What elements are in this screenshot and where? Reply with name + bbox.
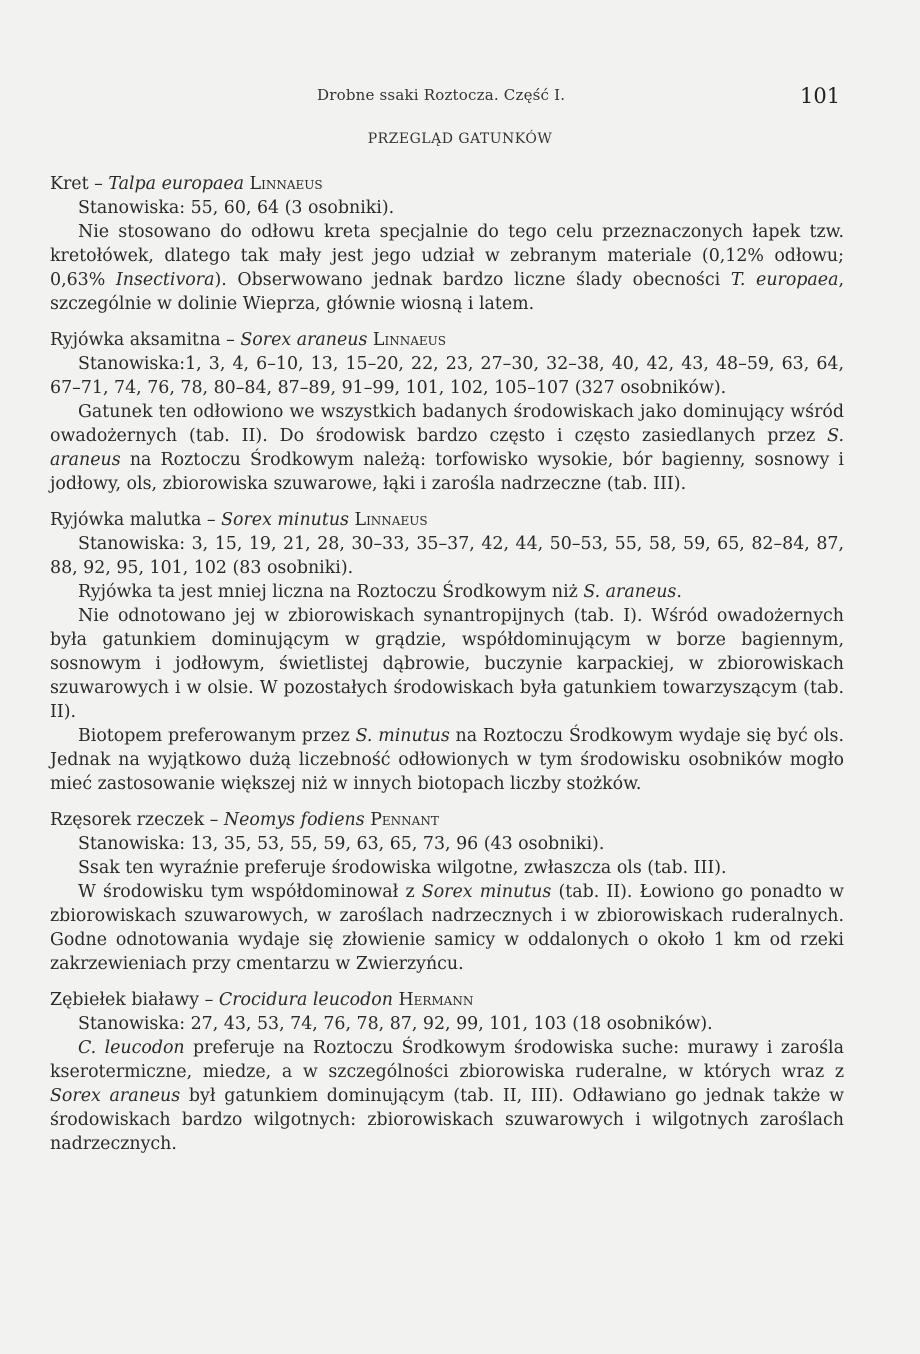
latin-name: Talpa europaea xyxy=(108,174,245,194)
latin-name: Sorex araneus xyxy=(240,330,368,350)
species-entry xyxy=(50,988,844,1156)
taxon-author: Pennant xyxy=(370,810,439,830)
latin-name: Sorex minutus xyxy=(221,510,349,530)
text-segment: preferuje na Roztoczu Środkowym środowiska suche: murawy i zarośla kserotermiczne, miedze, a w szczególności zbiorowiska ruderalne, w których wraz z xyxy=(50,1038,844,1082)
italic-taxon: Sorex minutus xyxy=(421,882,552,902)
text-segment: był gatunkiem dominującym (tab. II, III). Odławiano go jednak także w środowiskach bardzo wilgotnych: zbiorowiskach szuwarowych i wilgotnych zaroślach nadrzecznych. xyxy=(50,1086,844,1154)
taxon-author: Linnaeus xyxy=(354,510,428,530)
paragraph xyxy=(50,856,844,880)
text-segment: ). Obserwowano jednak bardzo liczne ślady obecności xyxy=(214,270,731,290)
species-heading xyxy=(50,328,844,352)
paragraph xyxy=(50,220,844,316)
latin-name: Neomys fodiens xyxy=(223,810,365,830)
dash: – xyxy=(199,990,219,1010)
dash: – xyxy=(220,330,241,350)
italic-taxon: Insectivora xyxy=(115,270,215,290)
italic-taxon: S. araneus xyxy=(50,426,844,470)
paragraph xyxy=(50,880,844,976)
text-segment: (tab. II). Łowiono go ponadto w zbiorowiskach szuwarowych, w zaroślach nadrzecznych i w zbiorowiskach ruderalnych. Godne odnotowania wydaje się złowienie samicy w oddalonych o około 1 km od rzeki zakrzewieniach przy cmentarzu w Zwierzyńcu. xyxy=(50,882,844,974)
text-segment: , szczególnie w dolinie Wieprza, głównie wiosną i latem. xyxy=(50,270,844,314)
running-title: Drobne ssaki Roztocza. Część I. xyxy=(317,86,566,104)
text-segment: na Roztoczu Środkowym należą: torfowisko wysokie, bór bagienny, sosnowy i jodłowy, ols, zbiorowiska szuwarowe, łąki i zarośla nadrzeczne (tab. III). xyxy=(50,450,844,494)
taxon-author: Linnaeus xyxy=(249,174,323,194)
species-heading xyxy=(50,508,844,532)
paragraph xyxy=(50,604,844,724)
stanowiska: Stanowiska: 55, 60, 64 (3 osobniki). xyxy=(78,198,395,218)
stanowiska: Stanowiska: 3, 15, 19, 21, 28, 30–33, 35–37, 42, 44, 50–53, 55, 58, 59, 65, 82–84, 87, 88, 92, 95, 101, 102 (83 osobniki). xyxy=(50,534,844,578)
taxon-author: Hermann xyxy=(398,990,474,1010)
common-name: Ryjówka malutka xyxy=(50,510,202,530)
italic-taxon: T. europaea xyxy=(730,270,839,290)
paragraph xyxy=(50,1036,844,1156)
dash: – xyxy=(88,174,109,194)
text-segment: Gatunek ten odłowiono we wszystkich badanych środowiskach jako dominujący wśród owadożernych (tab. II). Do środowisk bardzo często i często zasiedlanych przez xyxy=(50,402,844,446)
text-segment: Nie odnotowano jej w zbiorowiskach synantropijnych (tab. I). Wśród owadożernych była gatunkiem dominującym w grądzie, współdominującym w borze bagiennym, sosnowym i jodłowym, świetlistej dąbrowie, buczynie karpackiej, w zbiorowiskach szuwarowych i w olsie. W pozostałych środowiskach była gatunkiem towarzyszącym (tab. II). xyxy=(50,606,844,722)
species-entry xyxy=(50,172,844,316)
paragraph xyxy=(50,400,844,496)
common-name: Kret xyxy=(50,174,89,194)
stanowiska: Stanowiska: 13, 35, 53, 55, 59, 63, 65, 73, 96 (43 osobniki). xyxy=(78,834,605,854)
paragraph xyxy=(50,580,844,604)
taxon-author: Linnaeus xyxy=(372,330,446,350)
text-segment: Biotopem preferowanym przez xyxy=(78,726,356,746)
text-segment: W środowisku tym współdominował z xyxy=(78,882,422,902)
text-segment: Ryjówka ta jest mniej liczna na Roztoczu Środkowym niż xyxy=(78,582,584,602)
italic-taxon: S. minutus xyxy=(355,726,450,746)
text-segment: Nie stosowano do odłowu kreta specjalnie do tego celu przeznaczonych łapek tzw. kretołówek, dlatego tak mały jest jego udział w zebranym materiale (0,12% odłowu; 0,63% xyxy=(50,222,844,290)
italic-taxon: S. araneus xyxy=(583,582,677,602)
text-segment: Ssak ten wyraźnie preferuje środowiska wilgotne, zwłaszcza ols (tab. III). xyxy=(78,858,727,878)
latin-name: Crocidura leucodon xyxy=(218,990,393,1010)
page-number: 101 xyxy=(800,84,841,108)
species-heading xyxy=(50,172,844,196)
text-segment: . xyxy=(676,582,682,602)
italic-taxon: C. leucodon xyxy=(78,1038,185,1058)
species-entry xyxy=(50,328,844,496)
italic-taxon: Sorex araneus xyxy=(50,1086,181,1106)
dash: – xyxy=(201,510,222,530)
species-entry xyxy=(50,808,844,976)
common-name: Rzęsorek rzeczek xyxy=(50,810,205,830)
section-title: PRZEGLĄD GATUNKÓW xyxy=(367,131,553,147)
dash: – xyxy=(204,810,224,830)
species-heading xyxy=(50,988,844,1012)
paragraph xyxy=(50,724,844,796)
species-list xyxy=(50,172,844,1168)
species-entry xyxy=(50,508,844,796)
text-segment: na Roztoczu Środkowym wydaje się być ols. Jednak na wyjątkowo dużą liczebność odłowionych w tym środowisku osobników mogło mieć zastosowanie większej niż w innych biotopach liczby stożków. xyxy=(50,726,844,794)
species-heading xyxy=(50,808,844,832)
stanowiska: Stanowiska:1, 3, 4, 6–10, 13, 15–20, 22, 23, 27–30, 32–38, 40, 42, 43, 48–59, 63, 64, 67–71, 74, 76, 78, 80–84, 87–89, 91–99, 101, 102, 105–107 (327 osobników). xyxy=(50,354,844,398)
stanowiska: Stanowiska: 27, 43, 53, 74, 76, 78, 87, 92, 99, 101, 103 (18 osobników). xyxy=(78,1014,713,1034)
common-name: Zębiełek białawy xyxy=(50,990,200,1010)
common-name: Ryjówka aksamitna xyxy=(50,330,221,350)
